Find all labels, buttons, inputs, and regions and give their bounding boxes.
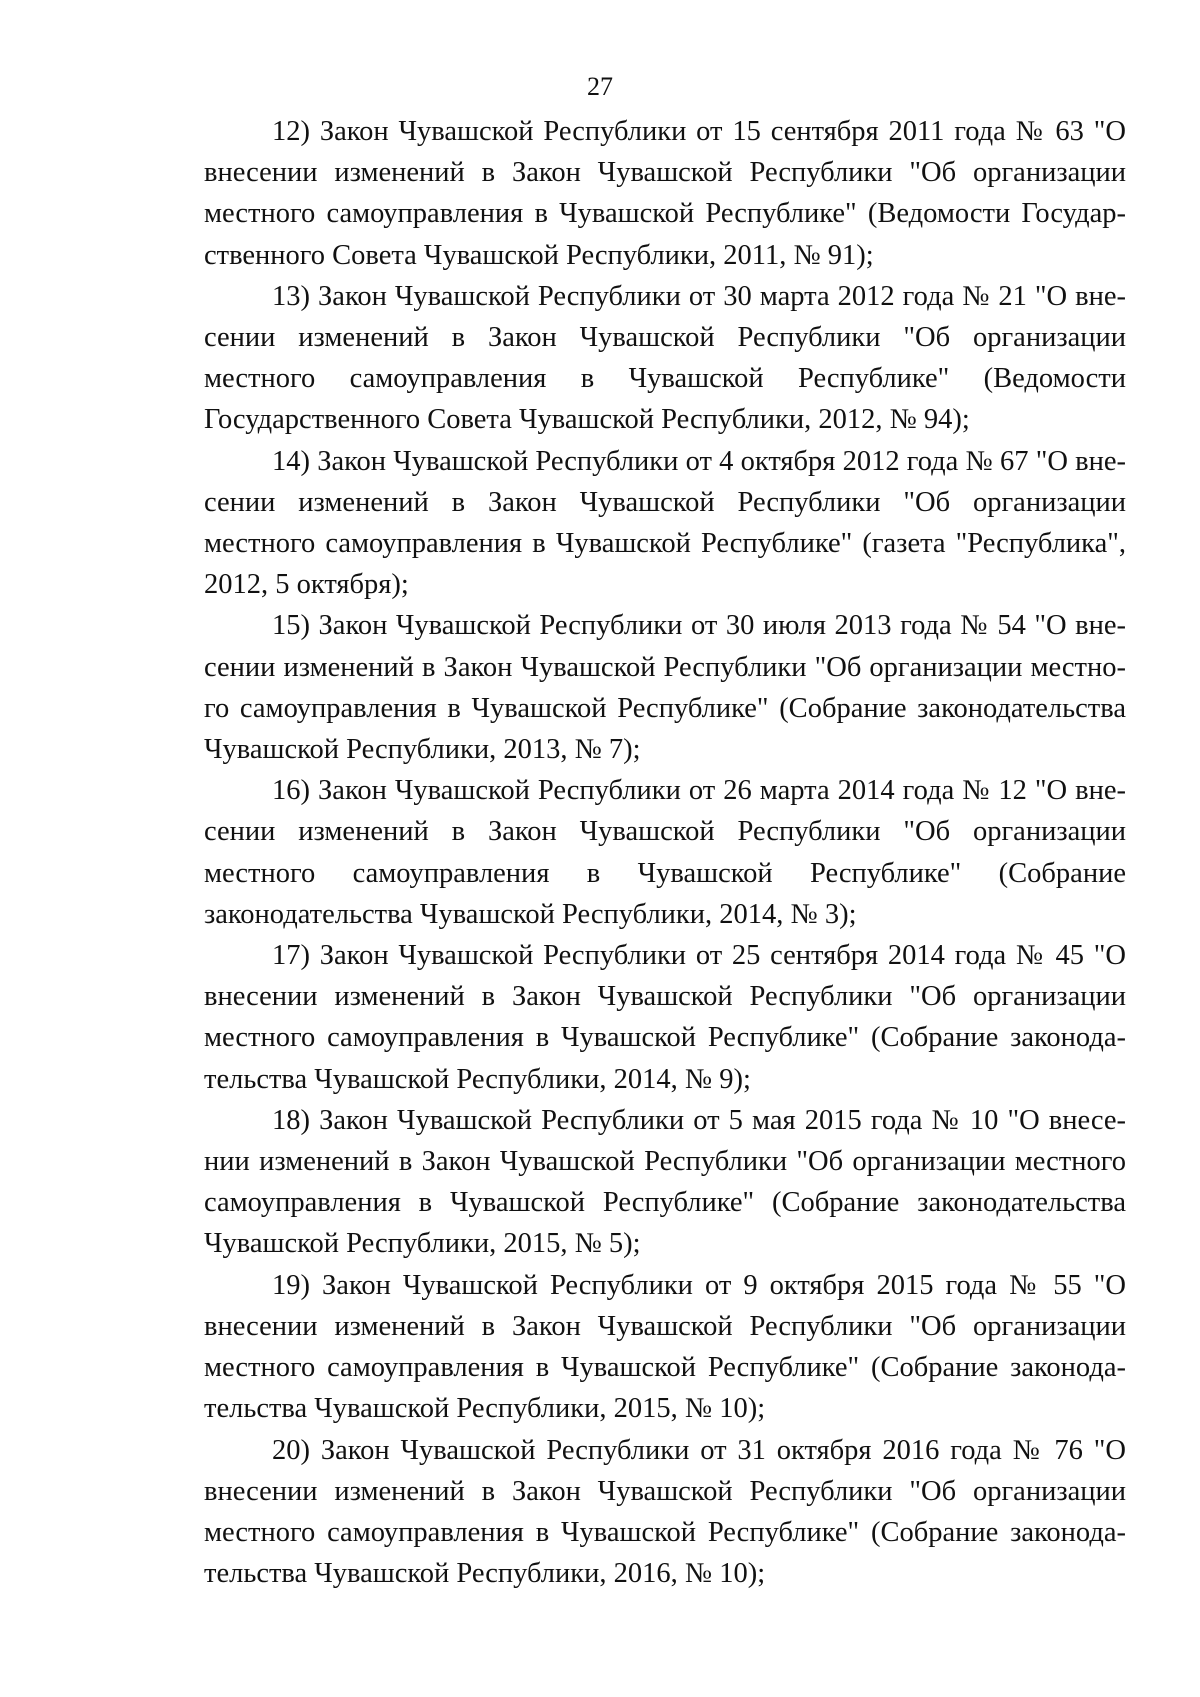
list-item-14: 14) Закон Чувашской Республики от 4 октября 2012 года № 67 "О внесении изменений в Закон Чувашской Республики "Об организации местного самоуправления в Чувашской Республике" (газета "Республика", 2012, 5 октября); (204, 445, 1126, 601)
list-item-15: 15) Закон Чувашской Республики от 30 июля 2013 года № 54 "О внесении изменений в Закон Чувашской Республики "Об организации местного самоуправления в Чувашской Республике" (Собрание законодательства Чувашской Республики, 2013, № 7); (204, 610, 1126, 766)
list-item-16: 16) Закон Чувашской Республики от 26 марта 2014 года № 12 "О внесении изменений в Закон Чувашской Республики "Об организации местного самоуправления в Чувашской Республике" (Собрание законодательства Чувашской Республики, 2014, № 3); (204, 775, 1126, 930)
list-item-13: 13) Закон Чувашской Республики от 30 марта 2012 года № 21 "О внесении изменений в Закон Чувашской Республики "Об организации местного самоуправления в Чувашской Республике" (Ведомости Государственного Совета Чувашской Республики, 2012, № 94); (204, 280, 1126, 436)
page-number: 27 (587, 72, 613, 101)
list-item-18: 18) Закон Чувашской Республики от 5 мая 2015 года № 10 "О внесении изменений в Закон Чувашской Республики "Об организации местного самоуправления в Чувашской Республике" (Собрание законодательства Чувашской Республики, 2015, № 5); (204, 1104, 1126, 1260)
list-item-20: 20) Закон Чувашской Республики от 31 октября 2016 года № 76 "О внесении изменений в Закон Чувашской Республики "Об организации местного самоуправления в Чувашской Республике" (Собрание законодательства Чувашской Республики, 2016, № 10); (204, 1434, 1126, 1590)
list-item-19: 19) Закон Чувашской Республики от 9 октября 2015 года № 55 "О внесении изменений в Закон Чувашской Республики "Об организации местного самоуправления в Чувашской Республике" (Собрание законодательства Чувашской Республики, 2015, № 10); (204, 1269, 1126, 1425)
list-item-17: 17) Закон Чувашской Республики от 25 сентября 2014 года № 45 "О внесении изменений в Закон Чувашской Республики "Об организации местного самоуправления в Чувашской Республике" (Собрание законодательства Чувашской Республики, 2014, № 9); (204, 940, 1126, 1095)
law-list (204, 111, 1126, 1594)
list-item-12: 12) Закон Чувашской Республики от 15 сентября 2011 года № 63 "О внесении изменений в Закон Чувашской Республики "Об организации местного самоуправления в Чувашской Республике" (Ведомости Государственного Совета Чувашской Республики, 2011, № 91); (204, 116, 1126, 271)
